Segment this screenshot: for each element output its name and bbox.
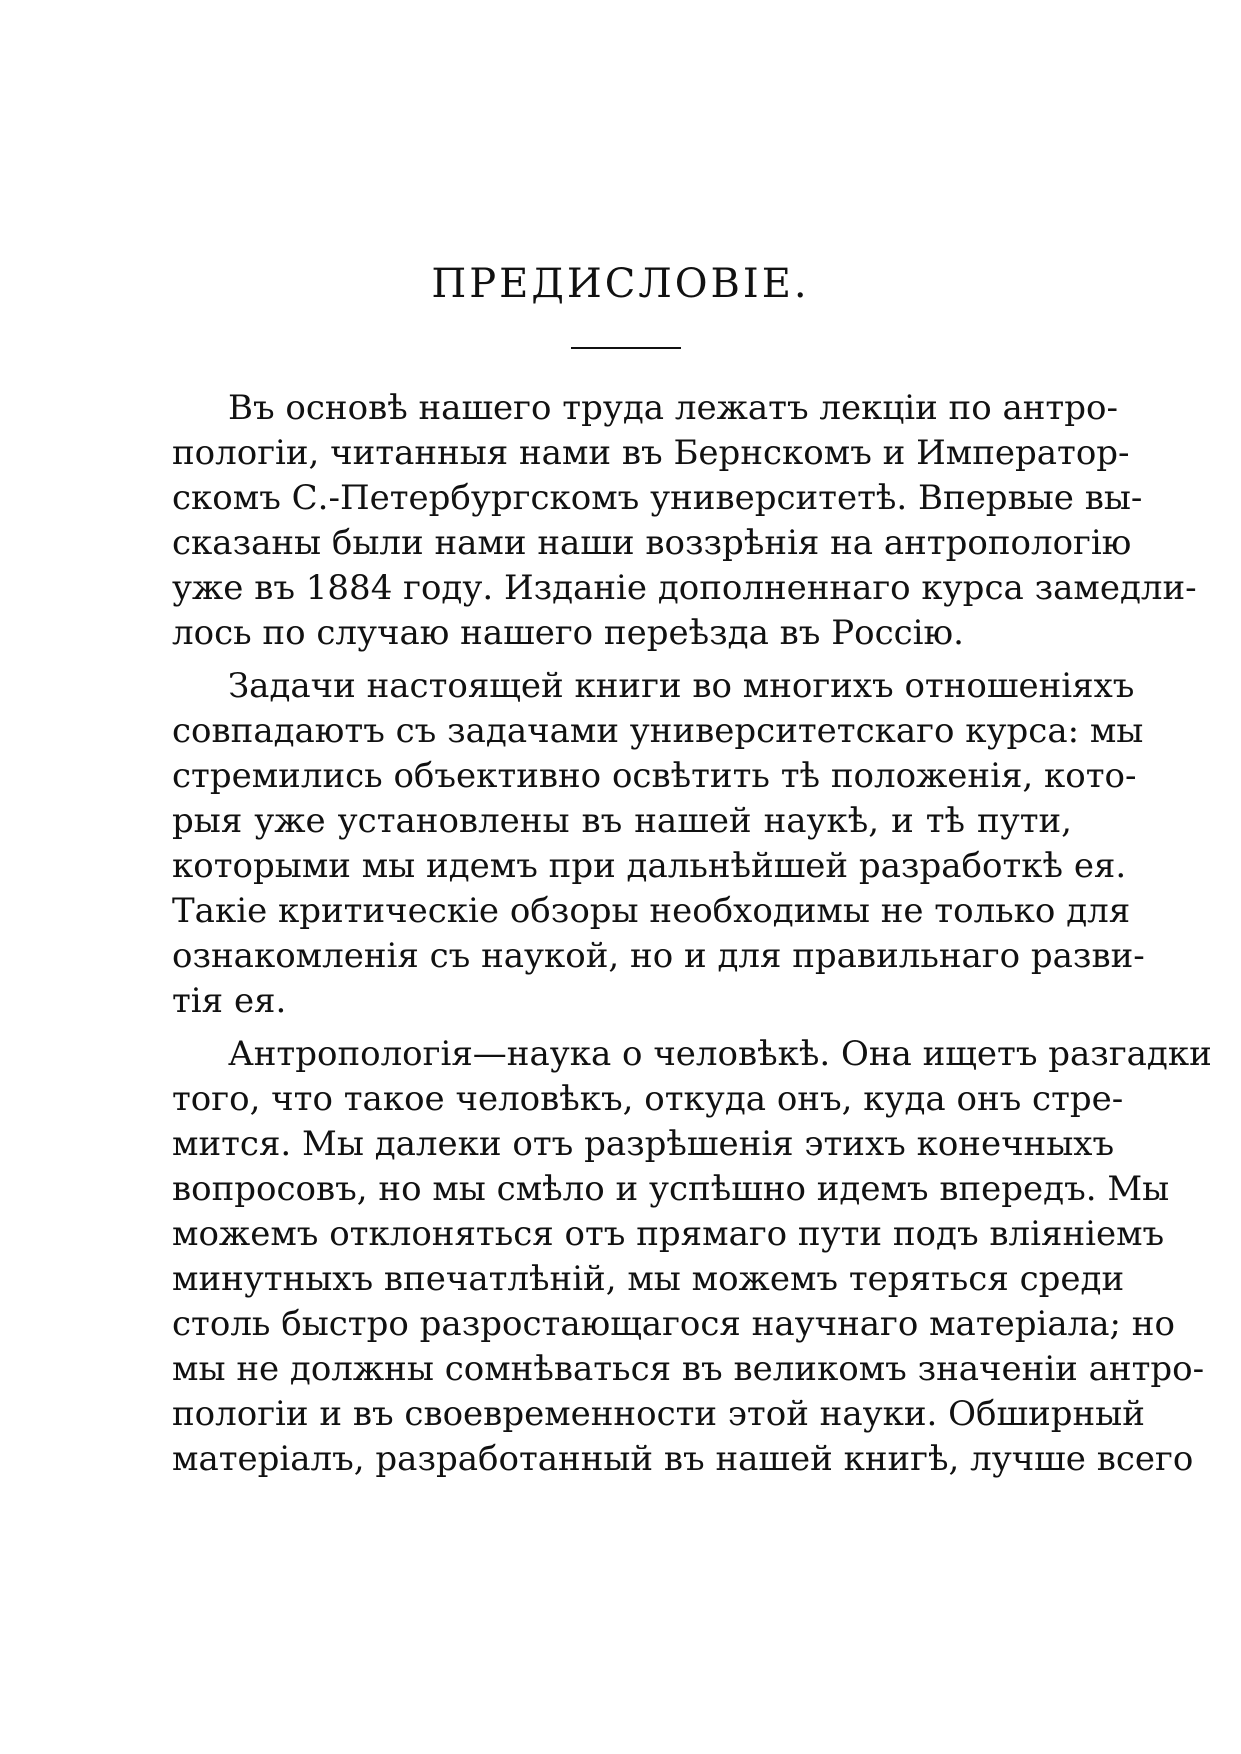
text-line: минутныхъ впечатлѣній, мы можемъ теряться среди xyxy=(172,1259,1125,1299)
paragraph-1 xyxy=(172,386,1197,656)
text-line: Антропологія—наука о человѣкѣ. Она ищетъ разгадки xyxy=(228,1034,1212,1074)
preface-body xyxy=(172,386,1212,1490)
page-title: ПРЕДИСЛОВІЕ. xyxy=(431,261,810,307)
text-line: скомъ С.-Петербургскомъ университетѣ. Впервые вы- xyxy=(172,478,1143,518)
title-rule xyxy=(571,347,681,349)
paragraph-3 xyxy=(172,1032,1212,1482)
text-line: тія ея. xyxy=(172,981,287,1021)
text-line: сказаны были нами наши воззрѣнія на антропологію xyxy=(172,523,1132,563)
paragraph-2 xyxy=(172,664,1145,1024)
text-line: уже въ 1884 году. Изданіе дополненнаго курса замедли- xyxy=(172,568,1197,608)
text-line: стремились объективно освѣтить тѣ положенія, кото- xyxy=(172,756,1137,796)
text-line: пологіи и въ своевременности этой науки. Обширный xyxy=(172,1394,1145,1434)
text-line: мится. Мы далеки отъ разрѣшенія этихъ конечныхъ xyxy=(172,1124,1115,1164)
text-line: которыми мы идемъ при дальнѣйшей разработкѣ ея. xyxy=(172,846,1127,886)
text-line: вопросовъ, но мы смѣло и успѣшно идемъ впередъ. Мы xyxy=(172,1169,1170,1209)
text-line: столь быстро разростающагося научнаго матеріала; но xyxy=(172,1304,1175,1344)
text-line: Такіе критическіе обзоры необходимы не только для xyxy=(172,891,1131,931)
text-line: лось по случаю нашего переѣзда въ Россію. xyxy=(172,613,964,653)
text-line: Въ основѣ нашего труда лежатъ лекціи по антро- xyxy=(228,388,1118,428)
text-line: рыя уже установлены въ нашей наукѣ, и тѣ пути, xyxy=(172,801,1072,841)
text-line: того, что такое человѣкъ, откуда онъ, куда онъ стре- xyxy=(172,1079,1124,1119)
text-line: пологіи, читанныя нами въ Бернскомъ и Император- xyxy=(172,433,1130,473)
text-line: совпадаютъ съ задачами университетскаго курса: мы xyxy=(172,711,1144,751)
text-line: можемъ отклоняться отъ прямаго пути подъ вліяніемъ xyxy=(172,1214,1165,1254)
text-line: матеріалъ, разработанный въ нашей книгѣ, лучше всего xyxy=(172,1439,1194,1479)
text-line: Задачи настоящей книги во многихъ отношеніяхъ xyxy=(228,666,1135,706)
text-line: ознакомленія съ наукой, но и для правильнаго разви- xyxy=(172,936,1145,976)
text-line: мы не должны сомнѣваться въ великомъ значеніи антро- xyxy=(172,1349,1205,1389)
